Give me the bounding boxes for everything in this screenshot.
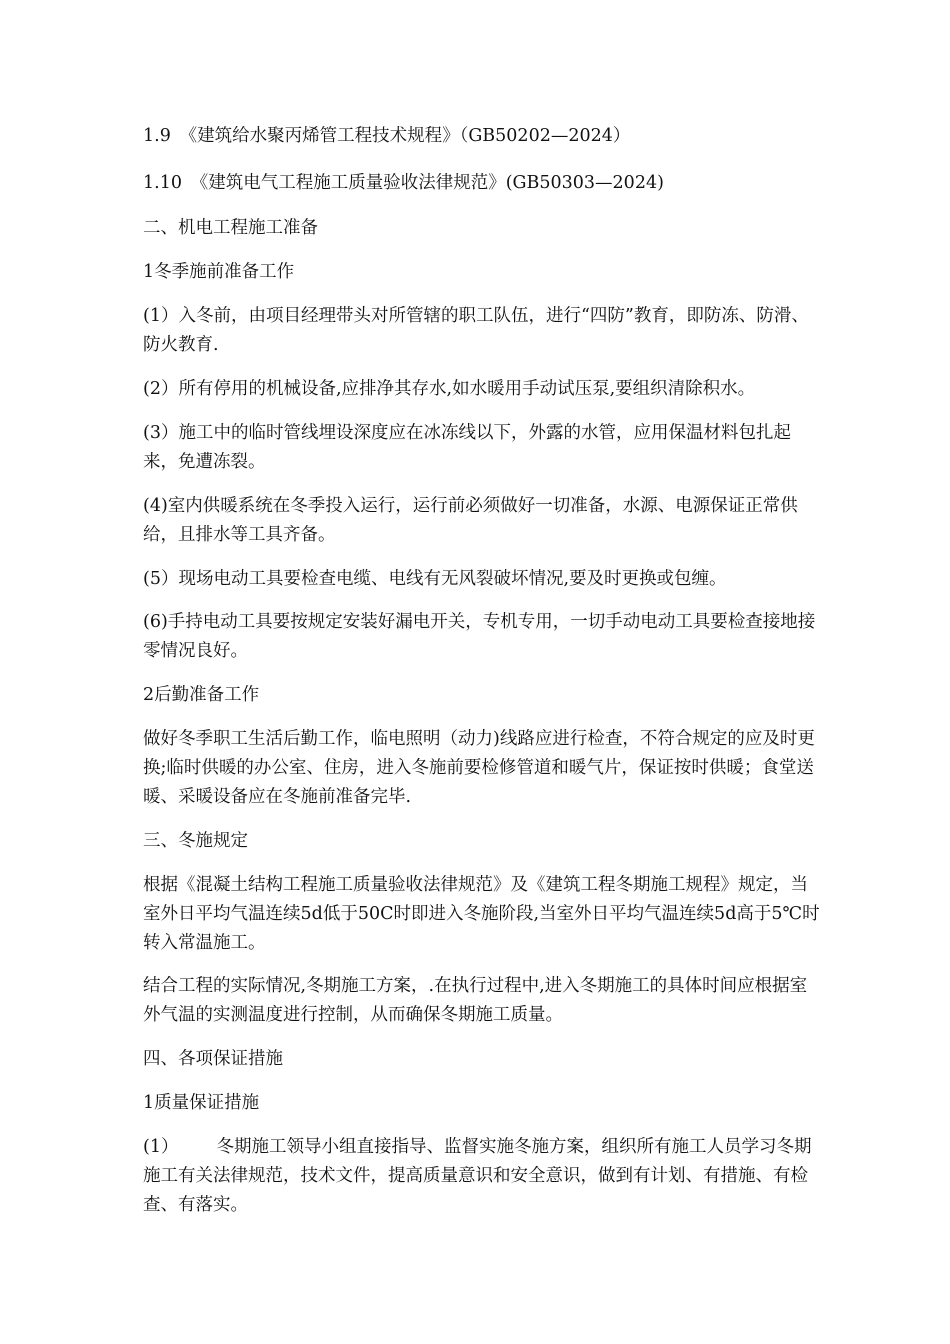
paragraph-actual-conditions: 结合工程的实际情况,冬期施工方案，.在执行过程中,进入冬期施工的具体时间应根据室外气温的实测温度进行控制，从而确保冬期施工质量。: [143, 976, 808, 1025]
list-item-text: 冬期施工领导小组直接指导、监督实施冬施方案，组织所有施工人员学习冬期施工有关法律规范，技术文件，提高质量意识和安全意识，做到有计划、有措施、有检查、有落实。: [143, 1137, 812, 1215]
subsection-heading-quality: 1质量保证措施: [143, 1093, 260, 1113]
paragraph-quality-item-1: [143, 1133, 823, 1220]
subsection-heading-logistics: 2后勤准备工作: [143, 685, 260, 705]
paragraph-item-2: (2）所有停用的机械设备,应排净其存水,如水暖用手动试压泵,要组织清除积水。: [143, 379, 756, 399]
reference-item-1-10: 1.10 《建筑电气工程施工质量验收法律规范》(GB50303—2024): [143, 173, 664, 193]
list-item-label: (1）: [143, 1137, 179, 1157]
subsection-heading-winter-prep: 1冬季施前准备工作: [143, 262, 295, 282]
section-heading-4: 四、各项保证措施: [143, 1049, 283, 1069]
reference-item-1-9: 1.9 《建筑给水聚丙烯管工程技术规程》（GB50202—2024）: [143, 126, 631, 146]
paragraph-item-1: (1）入冬前，由项目经理带头对所管辖的职工队伍，进行“四防”教育，即防冻、防滑、防火教育.: [143, 306, 809, 355]
section-heading-2: 二、机电工程施工准备: [143, 218, 318, 238]
section-heading-3: 三、冬施规定: [143, 831, 248, 851]
paragraph-item-3: (3）施工中的临时管线埋设深度应在冰冻线以下，外露的水管，应用保温材料包扎起来，免遭冻裂。: [143, 423, 791, 472]
paragraph-item-6: (6)手持电动工具要按规定安装好漏电开关，专机专用，一切手动电动工具要检查接地接零情况良好。: [143, 612, 816, 661]
paragraph-winter-rules: 根据《混凝土结构工程施工质量验收法律规范》及《建筑工程冬期施工规程》规定，当室外日平均气温连续5d低于50C时即进入冬施阶段,当室外日平均气温连续5d高于5℃时转入常温施工。: [143, 875, 820, 953]
paragraph-item-4: (4)室内供暖系统在冬季投入运行，运行前必须做好一切准备，水源、电源保证正常供给，且排水等工具齐备。: [143, 496, 798, 545]
paragraph-item-5: (5）现场电动工具要检查电缆、电线有无风裂破坏情况,要及时更换或包缠。: [143, 569, 727, 589]
paragraph-logistics: 做好冬季职工生活后勤工作，临电照明（动力)线路应进行检查，不符合规定的应及时更换;临时供暖的办公室、住房，进入冬施前要检修管道和暖气片，保证按时供暖；食堂送暖、采暖设备应在冬施前准备完毕.: [143, 729, 815, 807]
